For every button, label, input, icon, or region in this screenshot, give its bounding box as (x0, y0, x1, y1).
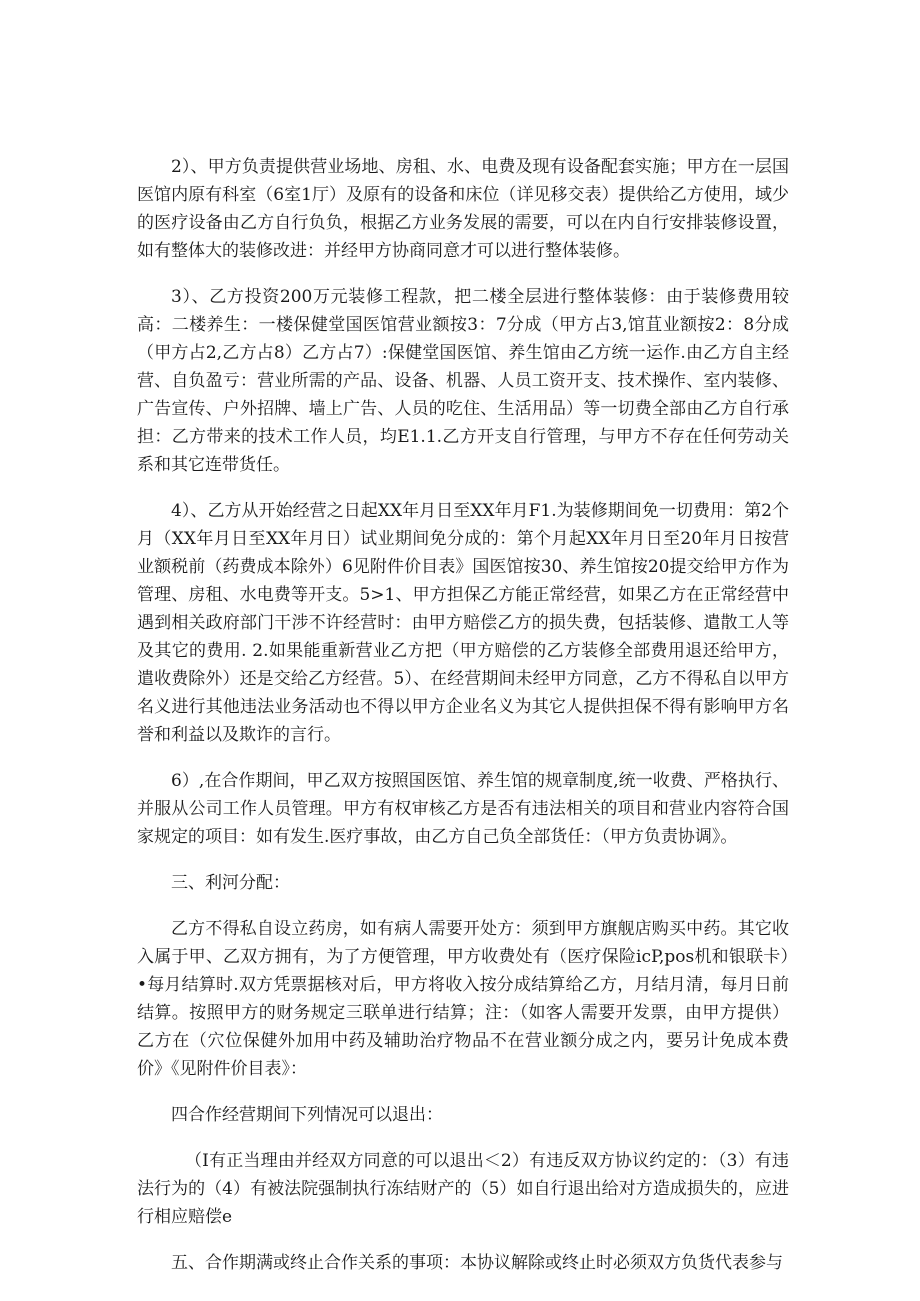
clause-4-paragraph: 4）、乙方从开始经营之日起XX年月日至XX年月F1.为装修期间免一切费用：第2个月（XX年月日至XX年月日）试业期间免分成的：第个月起XX年月日至20年月日按营业额税前（药费成本除外）6见附件价目表》国医馆按30、养生馆按20提交给甲方作为管理、房租、水电费等开支。5>1、甲方担保乙方能正常经营，如果乙方在正常经营中遇到相关政府部门干涉不许经营时：由甲方赔偿乙方的损失费，包括装修、遣散工人等及其它的费用. 2.如果能重新营业乙方把（甲方赔偿的乙方装修全部费用退还给甲方，遣收费除外）还是交给乙方经营。5）、在经营期间未经甲方同意，乙方不得私自以甲方名义进行其他违法业务活动也不得以甲方企业名义为其它人提供担保不得有影响甲方名誉和利益以及欺诈的言行。 (137, 501, 789, 745)
clause-6-paragraph: 6）,在合作期间，甲乙双方按照国医馆、养生馆的规章制度,统一收费、严格执行、并服从公司工作人员管理。甲方有权审核乙方是否有违法相关的项目和营业内容符合国家规定的项目：如有发生.医疗事故，由乙方自己负全部货任：（甲方负责协调》。 (137, 771, 789, 847)
section-3-heading: 三、利河分配： (171, 873, 290, 893)
section-4-body: （I有正当理由并经双方同意的可以退出＜2）有违反双方协议约定的：（3）有违法行为的（4）有被法院强制执行冻结财产的（5）如自行退出给对方造成损失的，应进行相应赔偿e (137, 1151, 789, 1227)
document-body (137, 153, 789, 1295)
clause-3-paragraph: 3）、乙方投资200万元装修工程款，把二楼全层进行整体装修：由于装修费用较高：二楼养生：一楼保健堂国医馆营业额按3：7分成（甲方占3,馆苴业额按2：8分成（甲方占2,乙方占8）乙方占7）:保健堂国医馆、养生馆由乙方统一运作.由乙方自主经营、自负盈亏：营业所需的产品、设备、机器、人员工资开支、技术操作、室内装修、广告宣传、户外招牌、墙上广告、人员的吃住、生活用品）等一切费全部由乙方自行承担：乙方带来的技术工作人员，均E1.1.乙方开支自行管理，与甲方不存在任何劳动关系和其它连带货任。 (137, 287, 789, 475)
section-4-heading: 四合作经营期间下列情况可以退出： (171, 1105, 443, 1125)
section-3-body: 乙方不得私自设立药房，如有病人需要开处方：须到甲方旗舰店购买中药。其它收入属于甲、乙双方拥有，为了方便管理，甲方收费处有（医疗保险icP,pos机和银联卡）•每月结算时.双方凭票据核对后，甲方将收入按分成结算给乙方，月结月清，每月日前结算。按照甲方的财务规定三联单进行结算；注：（如客人需要开发票，由甲方提供）乙方在（穴位保健外加用中药及辅助治疗物品不在营业额分成之内，要另计免成本费价》《见附件价目表》： (137, 919, 789, 1079)
section-5-heading: 五、合作期满或终止合作关系的事项：本协议解除或终止时必须双方负货代表参与 (171, 1253, 783, 1273)
clause-2-paragraph: 2）、甲方负责提供营业场地、房租、水、电费及现有设备配套实施；甲方在一层国医馆内原有科室（6室1厅）及原有的设备和床位（详见移交表）提供给乙方使用，域少的医疗设备由乙方自行负负，根据乙方业务发展的需要，可以在内自行安排装修设置，如有整体大的装修改进：并经甲方协商同意才可以进行整体装修。 (137, 157, 789, 261)
